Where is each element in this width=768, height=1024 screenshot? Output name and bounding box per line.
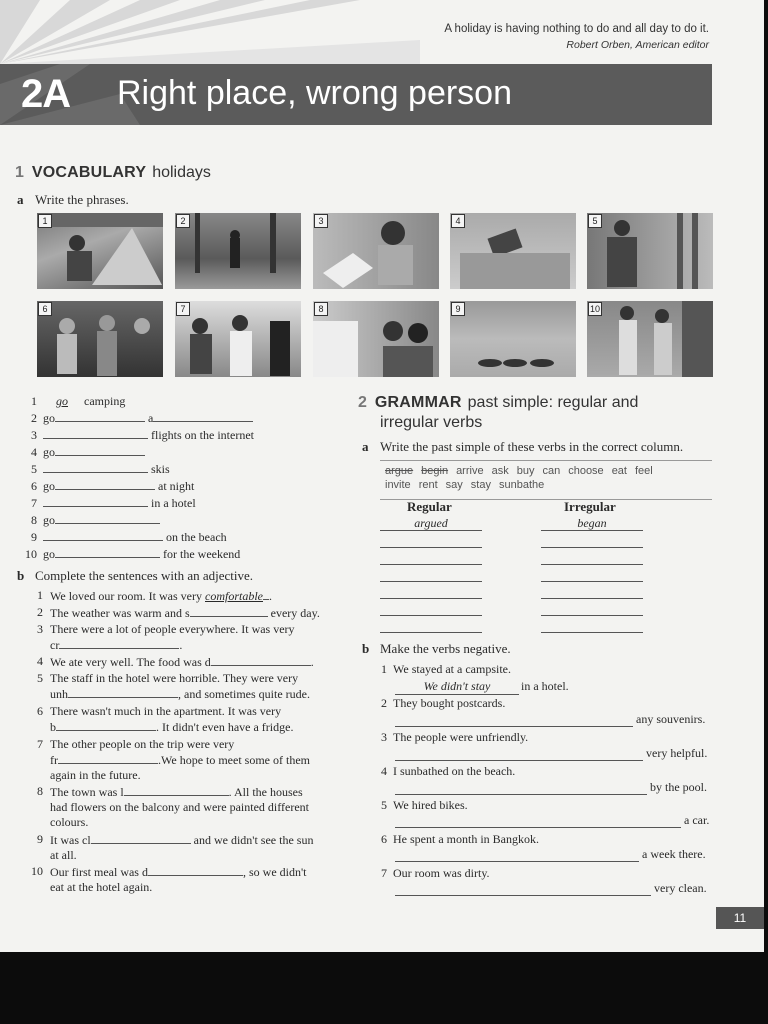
answer-blank[interactable] — [43, 529, 163, 541]
sentence-text: The staff in the hotel were horrible. They were very — [50, 671, 299, 685]
section-keyword: VOCABULARY — [31, 164, 147, 181]
regular-line — [380, 529, 482, 531]
regular-line[interactable] — [380, 631, 482, 633]
photo-beach — [450, 301, 576, 377]
phrase-text: skis — [151, 462, 170, 476]
phrase-text: in a hotel — [151, 496, 196, 510]
exercise-letter: b — [17, 568, 25, 583]
sentence-text: cr — [50, 638, 60, 652]
verb-word: feel — [634, 465, 653, 477]
prompt-text: The people were unfriendly. — [393, 730, 529, 744]
irregular-example: began — [577, 516, 607, 530]
item-number: 4 — [31, 445, 37, 459]
answer-line[interactable] — [395, 759, 643, 761]
phrase-text: on the beach — [166, 530, 227, 544]
phrase-text: a — [148, 411, 154, 425]
phrase-text: go — [43, 513, 55, 527]
irregular-line[interactable] — [541, 597, 643, 599]
sentence-text: . — [179, 638, 183, 652]
prompt-text: We stayed at a campsite. — [393, 662, 511, 676]
exercise-1b-instruction — [17, 568, 253, 584]
irregular-line — [541, 529, 643, 531]
irregular-line[interactable] — [541, 580, 643, 582]
negative-item-6 — [381, 832, 539, 847]
sentence-text: every day. — [270, 606, 320, 620]
phrase-text: go — [43, 479, 55, 493]
item-number: 4 — [381, 764, 387, 778]
prompt-text: I sunbathed on the beach. — [393, 764, 516, 778]
photo-skis — [587, 213, 713, 289]
item-number: 1 — [31, 394, 37, 408]
regular-line[interactable] — [380, 546, 482, 548]
regular-line[interactable] — [380, 563, 482, 565]
phrase-item-5 — [15, 461, 170, 477]
answer-blank[interactable] — [43, 427, 148, 439]
sentence-text: . It didn't even have a fridge. — [156, 720, 294, 734]
example-answer: go — [56, 394, 68, 408]
exercise-letter: a — [362, 439, 369, 454]
item-number: 7 — [31, 496, 37, 510]
answer-blank[interactable] — [59, 637, 179, 649]
sentence-text: The other people on the trip were very — [50, 737, 235, 751]
regular-example: argued — [414, 516, 448, 530]
photo-sightseeing — [313, 301, 439, 377]
verb-word: can — [542, 465, 561, 477]
phrase-text: for the weekend — [163, 547, 241, 561]
photo-hotel-checkin — [175, 301, 301, 377]
photo-number: 8 — [314, 302, 328, 316]
answer-blank[interactable] — [55, 478, 155, 490]
item-number: 5 — [381, 798, 387, 812]
answer-line[interactable] — [395, 860, 639, 862]
answer-blank[interactable] — [43, 495, 148, 507]
regular-line[interactable] — [380, 580, 482, 582]
item-number: 3 — [31, 428, 37, 442]
irregular-line[interactable] — [541, 631, 643, 633]
photo-number: 5 — [588, 214, 602, 228]
negative-example-answer: We didn't stay — [395, 679, 519, 695]
verb-word: begin — [421, 465, 449, 477]
sentence-text: Our first meal was d — [50, 865, 148, 879]
phrase-text: go — [43, 547, 55, 561]
negative-item-7 — [381, 866, 490, 881]
phrase-text: flights on the internet — [151, 428, 254, 442]
answer-line[interactable] — [395, 725, 633, 727]
negative-end: in a hotel. — [521, 679, 569, 693]
item-number: 8 — [37, 784, 43, 798]
answer-line[interactable] — [395, 826, 681, 828]
answer-line[interactable] — [395, 793, 647, 795]
phrase-item-1 — [15, 393, 125, 409]
section-topic-cont: irregular verbs — [380, 414, 483, 431]
item-number: 3 — [381, 730, 387, 744]
item-number: 3 — [37, 622, 43, 636]
photo-number: 9 — [451, 302, 465, 316]
instruction-text: Make the verbs negative. — [380, 641, 511, 656]
epigraph — [444, 21, 709, 53]
verb-word: invite — [385, 479, 411, 491]
item-number: 5 — [37, 671, 43, 685]
answer-blank[interactable] — [153, 410, 253, 422]
instruction-text: Write the phrases. — [35, 192, 129, 207]
photo-number: 6 — [38, 302, 52, 316]
verb-word: argue — [385, 465, 414, 477]
exercise-2a-instruction — [362, 439, 683, 455]
verb-word: arrive — [456, 465, 484, 477]
answer-blank[interactable] — [55, 410, 145, 422]
sentence-text: had flowers on the balcony and were painted different — [50, 800, 310, 814]
item-number: 6 — [37, 704, 43, 718]
item-number: 6 — [31, 479, 37, 493]
photo-camping — [37, 213, 163, 289]
answer-blank[interactable] — [68, 686, 178, 698]
sentence-text: unh — [50, 687, 68, 701]
item-number: 4 — [37, 654, 43, 668]
phrase-item-10 — [15, 546, 240, 562]
section-topic: past simple: regular and — [467, 394, 639, 411]
sentence-text: . — [310, 655, 314, 669]
photo-nightlife — [37, 301, 163, 377]
photo-number: 4 — [451, 214, 465, 228]
phrase-item-2 — [15, 410, 253, 426]
item-number: 9 — [31, 530, 37, 544]
phrase-text: at night — [158, 479, 195, 493]
verb-word: choose — [568, 465, 604, 477]
answer-blank[interactable] — [43, 461, 148, 473]
answer-blank[interactable] — [58, 752, 158, 764]
negative-end: by the pool. — [650, 780, 707, 794]
sentence-text: There were a lot of people everywhere. It was very — [50, 622, 295, 636]
item-number: 8 — [31, 513, 37, 527]
verb-word: eat — [611, 465, 627, 477]
sentence-text: fr — [50, 753, 58, 767]
sentence-text: We ate very well. The food was d — [50, 655, 211, 669]
sentence-text: We loved our room. It was very — [50, 589, 205, 603]
sentence-text: , so we didn't — [242, 865, 307, 879]
prompt-text: He spent a month in Bangkok. — [393, 832, 539, 846]
item-number: 7 — [37, 737, 43, 751]
item-number: 2 — [31, 411, 37, 425]
photo-hiking — [175, 213, 301, 289]
photo-number: 1 — [38, 214, 52, 228]
item-number: 2 — [37, 605, 43, 619]
irregular-line[interactable] — [541, 563, 643, 565]
item-number: 5 — [31, 462, 37, 476]
section-topic: holidays — [152, 164, 211, 181]
sentence-text: b — [50, 720, 56, 734]
verb-word: stay — [470, 479, 491, 491]
prompt-text: We hired bikes. — [393, 798, 468, 812]
irregular-column-heading: Irregular — [564, 499, 616, 514]
answer-blank[interactable] — [55, 546, 160, 558]
section-number: 1 — [15, 164, 24, 181]
answer-blank[interactable] — [124, 784, 229, 796]
sentence-text: again in the future. — [50, 768, 141, 782]
negative-item-4 — [381, 764, 515, 779]
quote-text: A holiday is having nothing to do and all day to do it. — [444, 23, 709, 35]
unit-code: 2A — [21, 72, 71, 116]
negative-end: any souvenirs. — [636, 712, 706, 726]
answer-blank[interactable] — [148, 864, 243, 876]
photo-packing — [450, 213, 576, 289]
item-number: 2 — [381, 696, 387, 710]
regular-line[interactable] — [380, 614, 482, 616]
sentence-text: .We hope to meet some of them — [158, 753, 310, 767]
answer-blank[interactable] — [190, 605, 268, 617]
answer-blank[interactable] — [56, 719, 156, 731]
verb-word: ask — [491, 465, 509, 477]
page-number: 11 — [716, 907, 764, 929]
sentence-text: eat at the hotel again. — [50, 880, 153, 894]
verb-word: say — [445, 479, 463, 491]
item-number: 9 — [37, 832, 43, 846]
photo-number: 3 — [314, 214, 328, 228]
negative-item-5 — [381, 798, 468, 813]
negative-end: a week there. — [642, 847, 706, 861]
phrase-text: camping — [84, 394, 126, 408]
instruction-text: Write the past simple of these verbs in the correct column. — [380, 439, 684, 454]
phrase-item-4 — [15, 444, 145, 460]
item-number: 10 — [31, 864, 43, 878]
verb-word: sunbathe — [498, 479, 545, 491]
answer-blank[interactable] — [55, 512, 160, 524]
prompt-text: They bought postcards. — [393, 696, 506, 710]
sentence-text: The town was l — [50, 785, 124, 799]
irregular-line[interactable] — [541, 614, 643, 616]
phrase-text: go — [43, 445, 55, 459]
phrase-item-6 — [15, 478, 194, 494]
negative-item-2 — [381, 696, 505, 711]
exercise-2b-instruction — [362, 641, 511, 657]
photo-number: 2 — [176, 214, 190, 228]
sentence-text: colours. — [50, 815, 89, 829]
answer-blank[interactable] — [91, 832, 191, 844]
phrase-item-3 — [15, 427, 254, 443]
regular-line[interactable] — [380, 597, 482, 599]
answer-blank[interactable] — [211, 654, 311, 666]
phrase-item-7 — [15, 495, 196, 511]
section-2-heading — [358, 393, 638, 433]
item-number: 6 — [381, 832, 387, 846]
negative-end: very clean. — [654, 881, 707, 895]
exercise-1a-instruction — [17, 192, 129, 208]
section-1-heading — [15, 164, 211, 182]
negative-item-3 — [381, 730, 528, 745]
photo-weekend-away — [587, 301, 713, 377]
sentence-text: There wasn't much in the apartment. It was very — [50, 704, 282, 718]
photo-number: 7 — [176, 302, 190, 316]
sentence-text: at all. — [50, 848, 77, 862]
example-answer: comfortable — [205, 589, 263, 603]
sentence-text: It was cl — [50, 833, 91, 847]
verb-word-box — [380, 460, 712, 500]
irregular-line[interactable] — [541, 546, 643, 548]
photo-number: 10 — [589, 304, 600, 314]
answer-line[interactable] — [395, 894, 651, 896]
quote-author: Robert Orben, American editor — [566, 39, 709, 51]
sentence-text: and we didn't see the sun — [193, 833, 314, 847]
negative-end: very helpful. — [646, 746, 708, 760]
phrase-text: go — [43, 411, 55, 425]
item-number: 7 — [381, 866, 387, 880]
answer-blank[interactable] — [55, 444, 145, 456]
phrase-item-8 — [15, 512, 160, 528]
item-number: 10 — [25, 547, 37, 561]
section-keyword: GRAMMAR — [374, 394, 462, 411]
sentence-text: , and sometimes quite rude. — [178, 687, 310, 701]
exercise-letter: b — [362, 641, 370, 656]
sentence-text: The weather was warm and s — [50, 606, 190, 620]
prompt-text: Our room was dirty. — [393, 866, 490, 880]
sentence-text: . All the houses — [228, 785, 303, 799]
item-number: 1 — [37, 588, 43, 602]
item-number: 1 — [381, 662, 387, 676]
verb-word: rent — [418, 479, 438, 491]
regular-column-heading: Regular — [407, 499, 452, 514]
phrase-item-9 — [15, 529, 227, 545]
exercise-letter: a — [17, 192, 24, 207]
negative-item-1 — [381, 662, 511, 677]
instruction-text: Complete the sentences with an adjective. — [35, 568, 254, 583]
verb-word: buy — [516, 465, 535, 477]
negative-end: a car. — [684, 813, 710, 827]
photo-laptop — [313, 213, 439, 289]
section-number: 2 — [358, 394, 367, 411]
sentence-text: . — [269, 589, 272, 603]
unit-title: Right place, wrong person — [117, 74, 513, 112]
